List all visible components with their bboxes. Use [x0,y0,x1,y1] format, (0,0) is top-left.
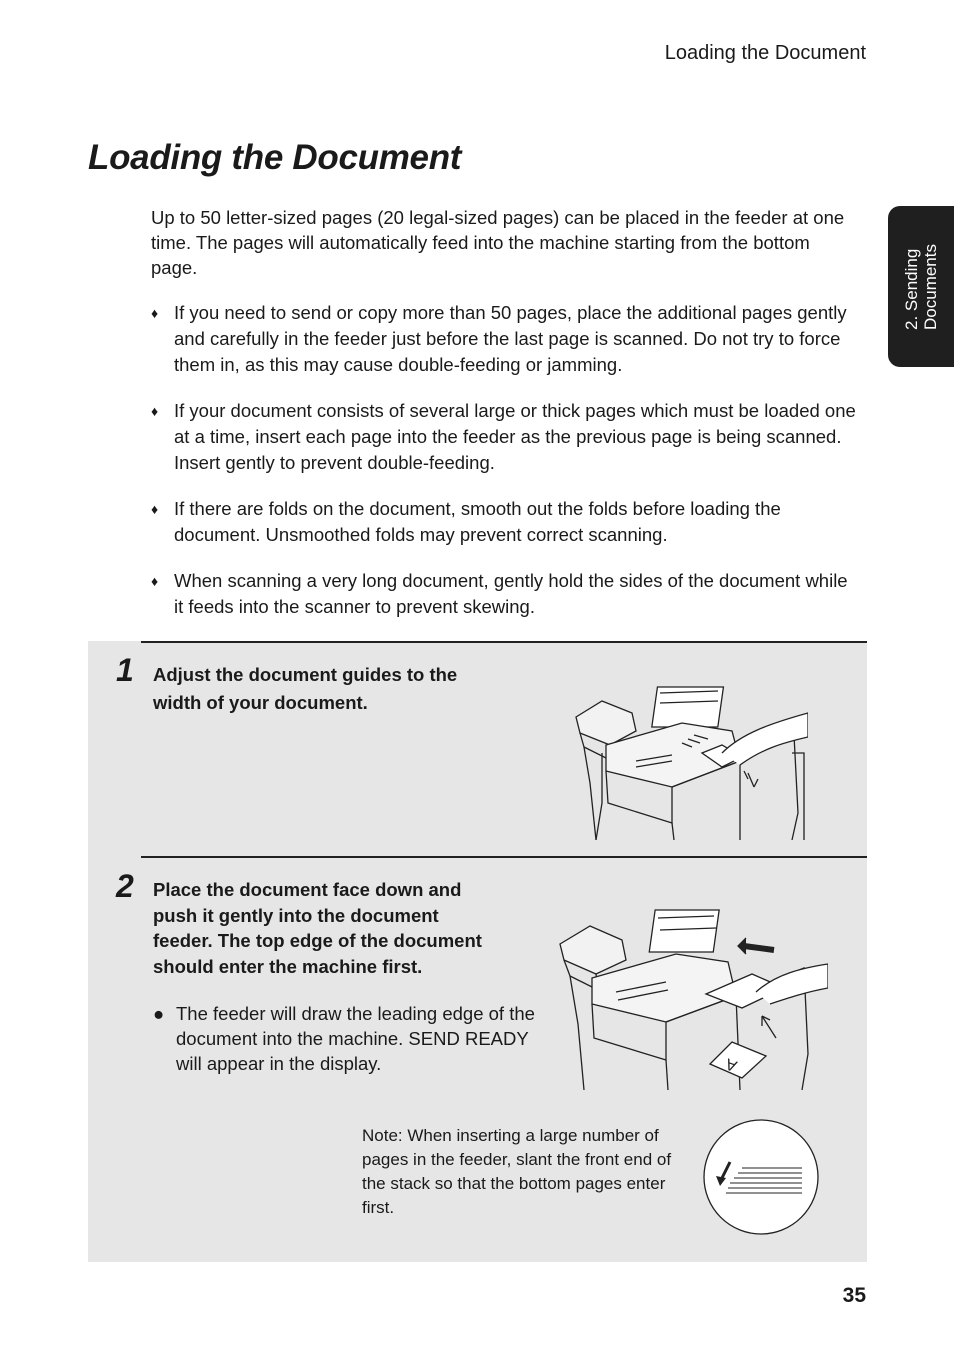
bullet-item [151,300,856,378]
diamond-bullet-icon: ♦ [151,403,159,419]
step-2-number: 2 [116,868,134,904]
step-2-line: Place the document face down and [153,879,462,900]
page-title: Loading the Document [88,138,462,177]
bullet-text: When scanning a very long document, gently hold the sides of the document while it feeds into the scanner to prevent skewing. [174,570,848,617]
bullet-text: If your document consists of several large or thick pages which must be loaded one at a time, insert each page into the feeder as the previous page is being scanned. Insert gently to prevent double-feeding. [174,400,856,473]
step-2-line: push it gently into the document [153,904,439,926]
diamond-bullet-icon: ♦ [151,305,159,321]
chapter-tab-line2: Documents [921,243,940,330]
step-1-instruction [153,661,457,717]
step-1-number: 1 [116,652,134,688]
fax-load-document-illustration [556,904,828,1090]
bullet-list-1 [151,300,856,378]
sub-bullet-text: The feeder will draw the leading edge of the document into the machine. SEND READY will appear in the display. [176,1003,535,1074]
diamond-bullet-icon: ♦ [151,573,159,589]
note-text: Note: When inserting a large number of pages in the feeder, slant the front end of the stack so that the bottom pages enter first. [362,1126,672,1217]
page-number: 35 [842,1284,866,1307]
fax-adjust-guides-illustration [572,683,808,840]
step-2-instruction [153,877,482,979]
step-1-line: Adjust the document guides to the [153,664,458,685]
step-2-sub-bullet [153,1001,556,1076]
step-2-divider [141,856,867,858]
diamond-bullet-icon: ♦ [151,501,159,517]
bullet-item [151,398,856,476]
step-2-line: should enter the machine first. [153,955,423,977]
step-2-line: feeder. The top edge of the document [153,930,482,951]
chapter-tab-line1: 2. Sending [902,248,921,330]
running-header: Loading the Document [664,42,866,64]
bullet-item [151,496,856,548]
step-1-divider [141,641,867,643]
document-label: A [723,1054,740,1075]
chapter-tab [888,206,954,367]
round-bullet-icon: ● [153,1003,165,1024]
bullet-list-2 [151,398,856,476]
intro-paragraph: Up to 50 letter-sized pages (20 legal-sized pages) can be placed in the feeder at one time. The pages will automatically feed into the machine starting from the bottom page. [151,207,845,278]
chapter-tab-label [902,244,940,330]
slanted-stack-illustration [702,1118,820,1236]
bullet-text: If there are folds on the document, smooth out the folds before loading the document. Unsmoothed folds may prevent correct scanning. [174,498,781,545]
bullet-list-3 [151,496,856,548]
step-1-line: width of your document. [153,692,368,713]
bullet-text: If you need to send or copy more than 50 pages, place the additional pages gently and carefully in the feeder just before the last page is scanned. Do not try to force them in, as this may cause double-feeding or jamming. [174,302,847,375]
bullet-list-4 [151,568,856,620]
bullet-item [151,568,856,620]
